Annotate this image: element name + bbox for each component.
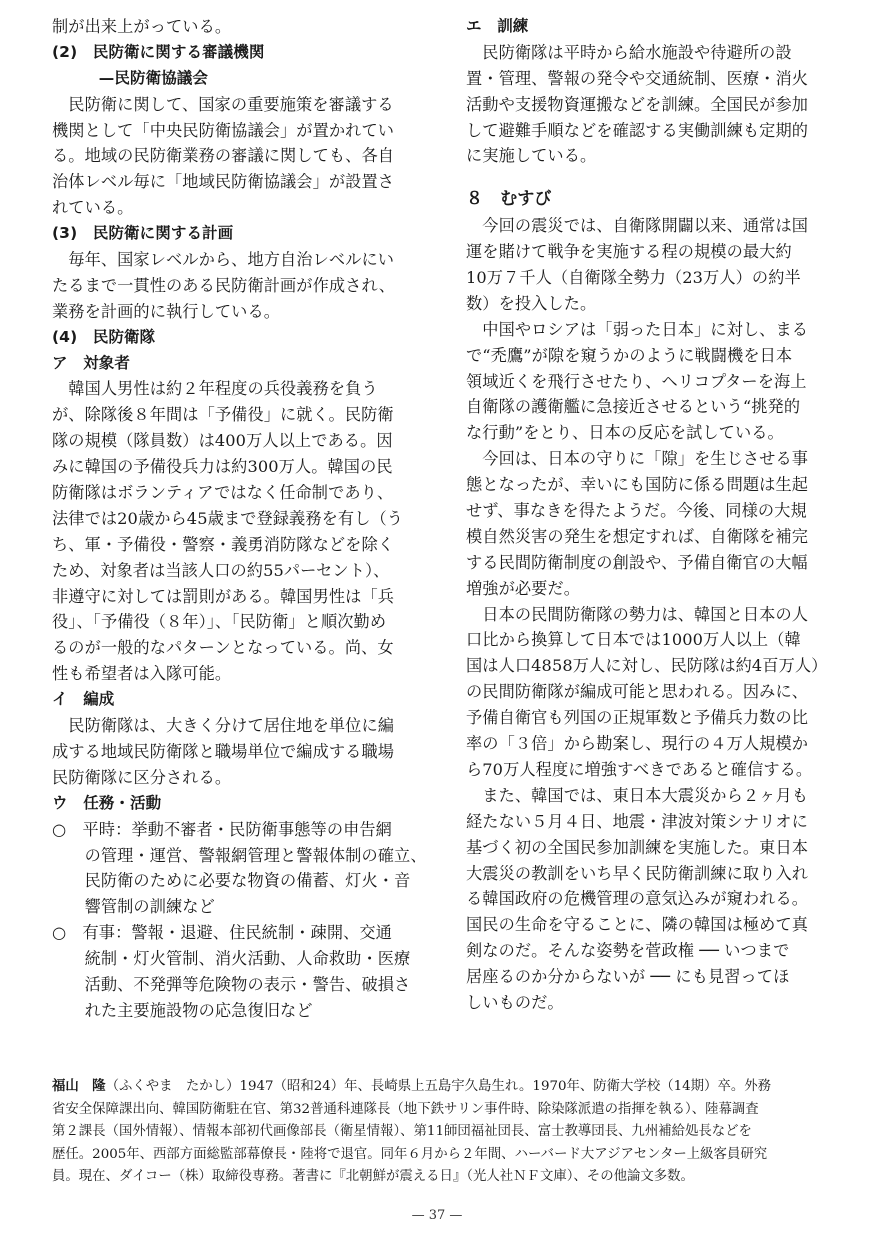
text-line: また、韓国では、東日本大震災から２ヶ月も <box>466 785 809 805</box>
text-line: 役」、「予備役（８年）」、「民防衛」と順次勤め <box>52 612 387 632</box>
text-line: 経たない５月４日、地震・津波対策シナリオに <box>466 811 808 831</box>
text-line: 機関として「中央民防衛協議会」が置かれてい <box>52 120 395 140</box>
page-number: — 37 — <box>411 1208 463 1223</box>
text-line: 模自然災害の発生を想定すれば、自衛隊を補完 <box>466 526 809 546</box>
text-line: 今回は、日本の守りに「隙」を生じさせる事 <box>466 449 809 469</box>
text-line: 中国やロシアは「弱った日本」に対し、まる <box>466 319 809 339</box>
text-line: みに韓国の予備役兵力は約300万人。韓国の民 <box>52 457 393 477</box>
bio-text: （ふくやま たかし）1947（昭和24）年、長崎県上五島宇久島生れ。1970年、防衛大学校（14期）卒。外務 <box>105 1079 772 1094</box>
text-line: ら70万人程度に増強すべきであると確信する。 <box>466 759 813 779</box>
bio-line: 第２課長（国外情報）、情報本部初代画像部長（衛星情報）、第11師団福祉団長、富士教導団長、九州補給処長などを <box>52 1124 752 1140</box>
text-line: れている。 <box>52 198 134 218</box>
text-line: 置・管理、警報の発令や交通統制、医療・消火 <box>466 68 809 88</box>
text-line: ○ 有事：警報・退避、住民統制・疎開、交通 <box>52 923 392 943</box>
text-line: 隊の規模（隊員数）は400万人以上である。因 <box>52 431 393 451</box>
text-line: 剣なのだ。そんな姿勢を菅政権 ── いつまで <box>466 941 790 961</box>
text-line: 民防衛隊は平時から給水施設や待避所の設 <box>466 42 792 62</box>
text-line: 民防衛に関して、国家の重要施策を審議する <box>52 94 394 114</box>
text-line: 響管制の訓練など <box>52 897 215 917</box>
text-line: 大震災の教訓をいち早く民防衛訓練に取り入れ <box>466 863 809 883</box>
text-line: する民間防衛制度の創設や、予備自衛官の大幅 <box>466 552 808 572</box>
section-heading: (2) 民防衛に関する審議機関 <box>52 42 265 61</box>
text-line: の民間防衛隊が編成可能と思われる。因みに、 <box>466 682 809 702</box>
section-heading: ウ 任務・活動 <box>52 793 162 812</box>
bio-line: 歴任。2005年、西部方面総監部幕僚長・陸将で退官。同年６月から２年間、ハーバード大アジアセンター上級客員研究 <box>52 1146 768 1162</box>
text-line: 率の「３倍」から勘案し、現行の４万人規模か <box>466 734 809 754</box>
text-line: 民防衛のために必要な物資の備蓄、灯火・音 <box>52 871 411 891</box>
author-bio <box>52 1076 832 1189</box>
text-line: の管理・運営、警報網管理と警報体制の確立、 <box>52 845 427 865</box>
text-line: 基づく初の全国民参加訓練を実施した。東日本 <box>466 837 809 857</box>
text-line: 性も希望者は入隊可能。 <box>52 664 232 684</box>
text-line: 運を賭けて戦争を実施する程の規模の最大約 <box>466 242 792 262</box>
text-line: 国民の生命を守ることに、隣の韓国は極めて真 <box>466 915 809 935</box>
text-line: 居座るのか分からないが ── にも見習ってほ <box>466 967 790 987</box>
bio-line <box>52 1076 832 1099</box>
text-line: で“禿鷹”が隙を窺うかのように戦闘機を日本 <box>466 345 793 365</box>
section-training <box>466 14 828 169</box>
section-heading: イ 編成 <box>52 690 115 709</box>
text-line: 口比から換算して日本では1000万人以上（韓 <box>466 630 801 650</box>
text-line: 民防衛隊は、大きく分けて居住地を単位に編 <box>52 716 395 736</box>
bio-line: 員。現在、ダイコー（株）取締役専務。著書に『北朝鮮が震える日』（光人社ＮＦ文庫）、その他論文多数。 <box>52 1169 694 1185</box>
section-heading: (3) 民防衛に関する計画 <box>52 224 234 243</box>
text-line: 活動や支援物資運搬などを訓練。全国民が参加 <box>466 94 809 114</box>
text-line: 治体レベル毎に「地域民防衛協議会」が設置さ <box>52 172 395 192</box>
text-line: たるまで一貫性のある民防衛計画が作成され、 <box>52 275 396 295</box>
text-line: れた主要施設物の応急復旧など <box>52 1000 313 1020</box>
text-line: 法律では20歳から45歳まで登録義務を有し（う <box>52 508 404 528</box>
text-line: 予備自衛官も列国の正規軍数と予備兵力数の比 <box>466 708 809 728</box>
author-name: 福山 隆 <box>52 1079 106 1094</box>
text-line: 活動、不発弾等危険物の表示・警告、破損さ <box>52 974 411 994</box>
text-line: 今回の震災では、自衛隊開闢以来、通常は国 <box>466 216 809 236</box>
text-line: な行動”をとり、日本の反応を試している。 <box>466 423 784 443</box>
text-line: 態となったが、幸いにも国防に係る問題は生起 <box>466 475 809 495</box>
text-line: しいものだ。 <box>466 992 564 1012</box>
section-heading: (4) 民防衛隊 <box>52 327 156 346</box>
text-line: るのが一般的なパターンとなっている。尚、女 <box>52 638 394 658</box>
text-line: 日本の民間防衛隊の勢力は、韓国と日本の人 <box>466 604 809 624</box>
section-gap <box>466 169 828 187</box>
text-line: 増強が必要だ。 <box>466 578 581 598</box>
bio-line: 省安全保障課出向、韓国防衛駐在官、第32普通科連隊長（地下鉄サリン事件時、除染隊派遣の指揮を執る）、陸幕調査 <box>52 1101 759 1117</box>
text-line: 民防衛隊に区分される。 <box>52 767 232 787</box>
left-column <box>52 14 427 1024</box>
text-line: に実施している。 <box>466 146 597 166</box>
section-heading: エ 訓練 <box>466 17 529 35</box>
text-line: 数）を投入した。 <box>466 293 597 313</box>
section-conclusion <box>466 187 828 1016</box>
right-column <box>466 14 828 1016</box>
text-line: 防衛隊はボランティアではなく任命制であり、 <box>52 483 394 503</box>
text-line: 毎年、国家レベルから、地方自治レベルにい <box>52 250 395 270</box>
text-line: が、除隊後８年間は「予備役」に就く。民防衛 <box>52 405 394 425</box>
text-line: 領域近くを飛行させたり、ヘリコプターを海上 <box>466 371 807 391</box>
section-heading: ア 対象者 <box>52 353 131 372</box>
text-line: る。地域の民防衛業務の審議に関しても、各自 <box>52 146 395 166</box>
text-line: せず、事なきを得たようだ。今後、同様の大規 <box>466 501 807 521</box>
section-heading: ８ むすび <box>466 189 552 210</box>
text-line: 自衛隊の護衛艦に急接近させるという“挑発的 <box>466 397 801 417</box>
text-line: 10万７千人（自衛隊全勢力（23万人）の約半 <box>466 268 801 288</box>
text-line: ため、対象者は当該人口の約55パーセント）、 <box>52 560 390 580</box>
text-line: して避難手順などを確認する実働訓練も定期的 <box>466 120 809 140</box>
text-line: ち、軍・予備役・警察・義勇消防隊などを除く <box>52 534 395 554</box>
text-line: 業務を計画的に執行している。 <box>52 301 281 321</box>
text-line: 非遵守に対しては罰則がある。韓国男性は「兵 <box>52 586 395 606</box>
text-line: 制が出来上がっている。 <box>52 17 232 36</box>
text-line: 国は人口4858万人に対し、民防隊は約4百万人） <box>466 656 828 676</box>
section-heading: —民防衛協議会 <box>52 68 209 87</box>
text-line: 統制・灯火管制、消火活動、人命救助・医療 <box>52 949 411 969</box>
text-line: 成する地域民防衛隊と職場単位で編成する職場 <box>52 741 395 761</box>
text-line: る韓国政府の危機管理の意気込みが窺われる。 <box>466 889 809 909</box>
text-line: ○ 平時：挙動不審者・民防衛事態等の申告網 <box>52 819 392 839</box>
text-line: 韓国人男性は約２年程度の兵役義務を負う <box>52 379 378 399</box>
